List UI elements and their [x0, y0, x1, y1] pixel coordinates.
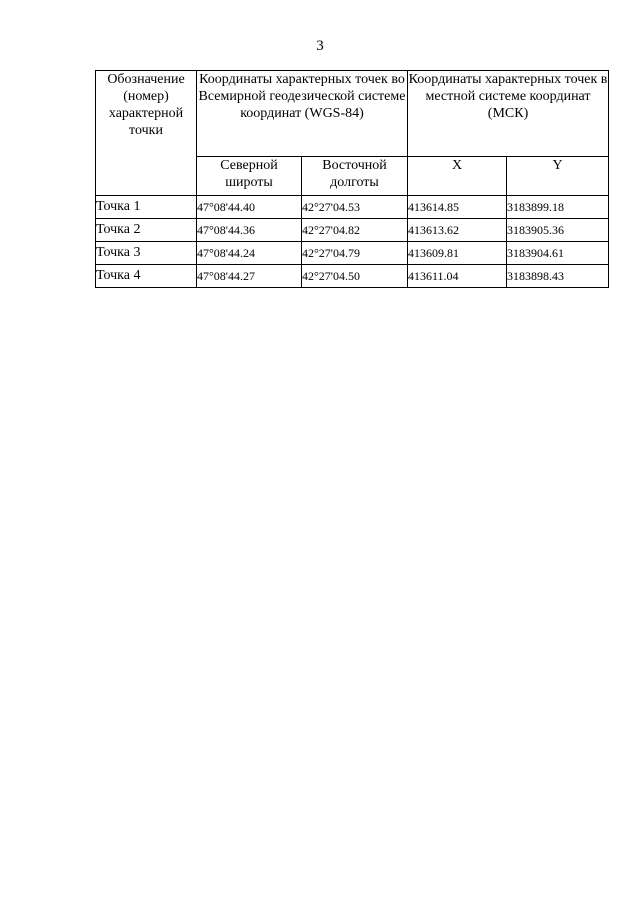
header-x: X: [408, 157, 507, 196]
latitude-value: 47°08'44.40: [197, 196, 302, 219]
longitude-value: 42°27'04.53: [302, 196, 408, 219]
header-msk: Координаты характерных точек в местной системе координат (МСК): [408, 71, 609, 157]
table-row: [96, 242, 609, 265]
table-row: [96, 196, 609, 219]
page-number: 3: [316, 38, 324, 54]
latitude-value: 47°08'44.24: [197, 242, 302, 265]
x-value: 413611.04: [408, 265, 507, 288]
table-row: [96, 219, 609, 242]
header-east-longitude: Восточной долготы: [302, 157, 408, 196]
longitude-value: 42°27'04.79: [302, 242, 408, 265]
x-value: 413609.81: [408, 242, 507, 265]
point-name: Точка 4: [96, 265, 197, 288]
header-north-latitude: Северной широты: [197, 157, 302, 196]
y-value: 3183899.18: [507, 196, 609, 219]
x-value: 413613.62: [408, 219, 507, 242]
header-y: Y: [507, 157, 609, 196]
y-value: 3183904.61: [507, 242, 609, 265]
latitude-value: 47°08'44.27: [197, 265, 302, 288]
y-value: 3183905.36: [507, 219, 609, 242]
coordinates-table: [95, 70, 609, 288]
header-designation: Обозначение (номер) характерной точки: [96, 71, 197, 196]
latitude-value: 47°08'44.36: [197, 219, 302, 242]
longitude-value: 42°27'04.50: [302, 265, 408, 288]
table-row: [96, 265, 609, 288]
point-name: Точка 3: [96, 242, 197, 265]
longitude-value: 42°27'04.82: [302, 219, 408, 242]
x-value: 413614.85: [408, 196, 507, 219]
point-name: Точка 2: [96, 219, 197, 242]
header-wgs84: Координаты характерных точек во Всемирной геодезической системе координат (WGS-84): [197, 71, 408, 157]
y-value: 3183898.43: [507, 265, 609, 288]
point-name: Точка 1: [96, 196, 197, 219]
header-row-main: [96, 71, 609, 157]
